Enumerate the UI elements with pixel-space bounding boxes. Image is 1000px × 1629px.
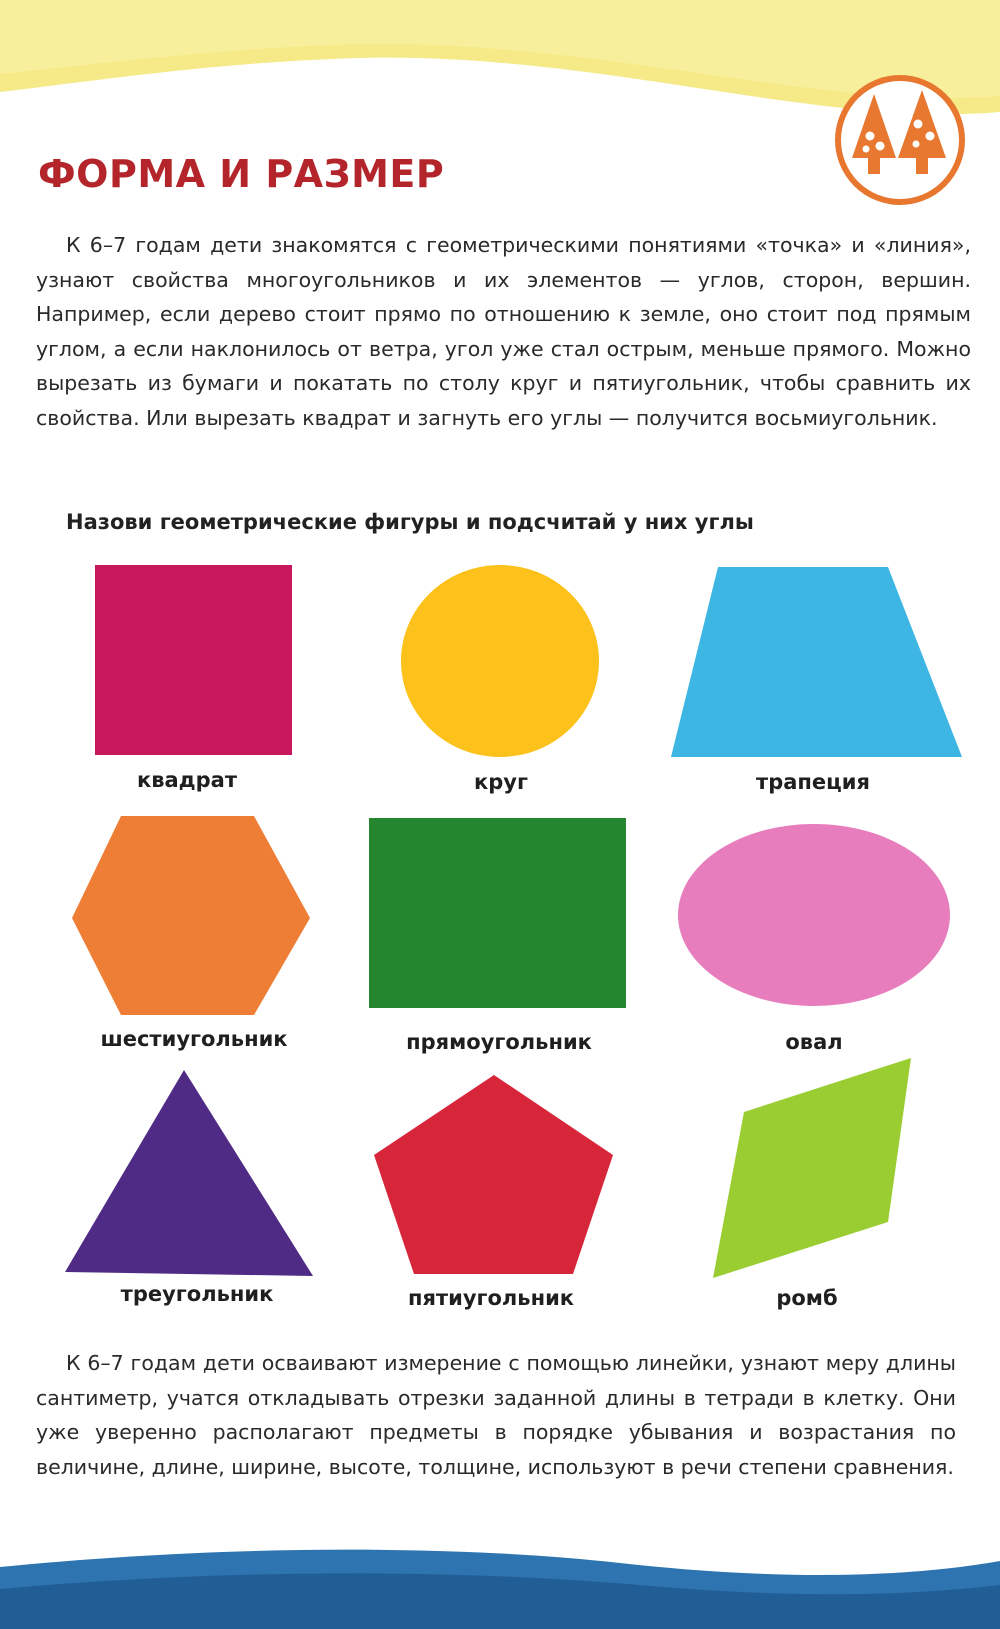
label-oval: овал: [785, 1030, 843, 1054]
rectangle-shape: [369, 818, 626, 1008]
label-square: квадрат: [136, 768, 238, 792]
page-title: ФОРМА И РАЗМЕР: [38, 152, 445, 196]
label-trapezoid: трапеция: [756, 770, 870, 794]
label-circle: круг: [474, 770, 528, 794]
label-hexagon: шестиугольник: [100, 1027, 288, 1051]
oval-shape: [678, 824, 950, 1006]
rhombus-shape: [713, 1058, 911, 1278]
bottom-band: [0, 1505, 1000, 1629]
task-heading: Назови геометрические фигуры и подсчитай у них углы: [66, 510, 754, 534]
circle-shape: [401, 565, 599, 757]
pentagon-shape: [374, 1075, 613, 1274]
outro-paragraph: К 6–7 годам дети осваивают измерение с помощью линейки, узнают меру длины сантиметр, учатся откладывать отрезки заданной длины в тетради в клетку. Они уже уверенно располагают предметы в порядке убывания и возрастания по величине, длине, ширине, высоте, толщине, используют в речи степени сравнения.: [36, 1351, 956, 1479]
label-pentagon: пятиугольник: [407, 1286, 575, 1310]
triangle-shape: [65, 1070, 313, 1276]
label-rectangle: прямоугольник: [406, 1030, 592, 1054]
hexagon-shape: [72, 816, 310, 1015]
trapezoid-shape: [671, 567, 962, 757]
intro-paragraph: К 6–7 годам дети знакомятся с геометрическими понятиями «точка» и «линия», узнают свойства многоугольников и их элементов — углов, сторон, вершин. Например, если дерево стоит прямо по отношению к земле, оно стоит под прямым углом, а если наклонилось от ветра, угол уже стал острым, меньше прямого. Можно вырезать из бумаги и покатать по столу круг и пятиугольник, чтобы сравнить их свойства. Или вырезать квадрат и загнуть его углы — получится восьмиугольник.: [36, 233, 971, 430]
square-shape: [95, 565, 292, 755]
label-rhombus: ромб: [776, 1286, 838, 1310]
triangles-icon: [832, 72, 968, 208]
label-triangle: треугольник: [120, 1282, 274, 1306]
